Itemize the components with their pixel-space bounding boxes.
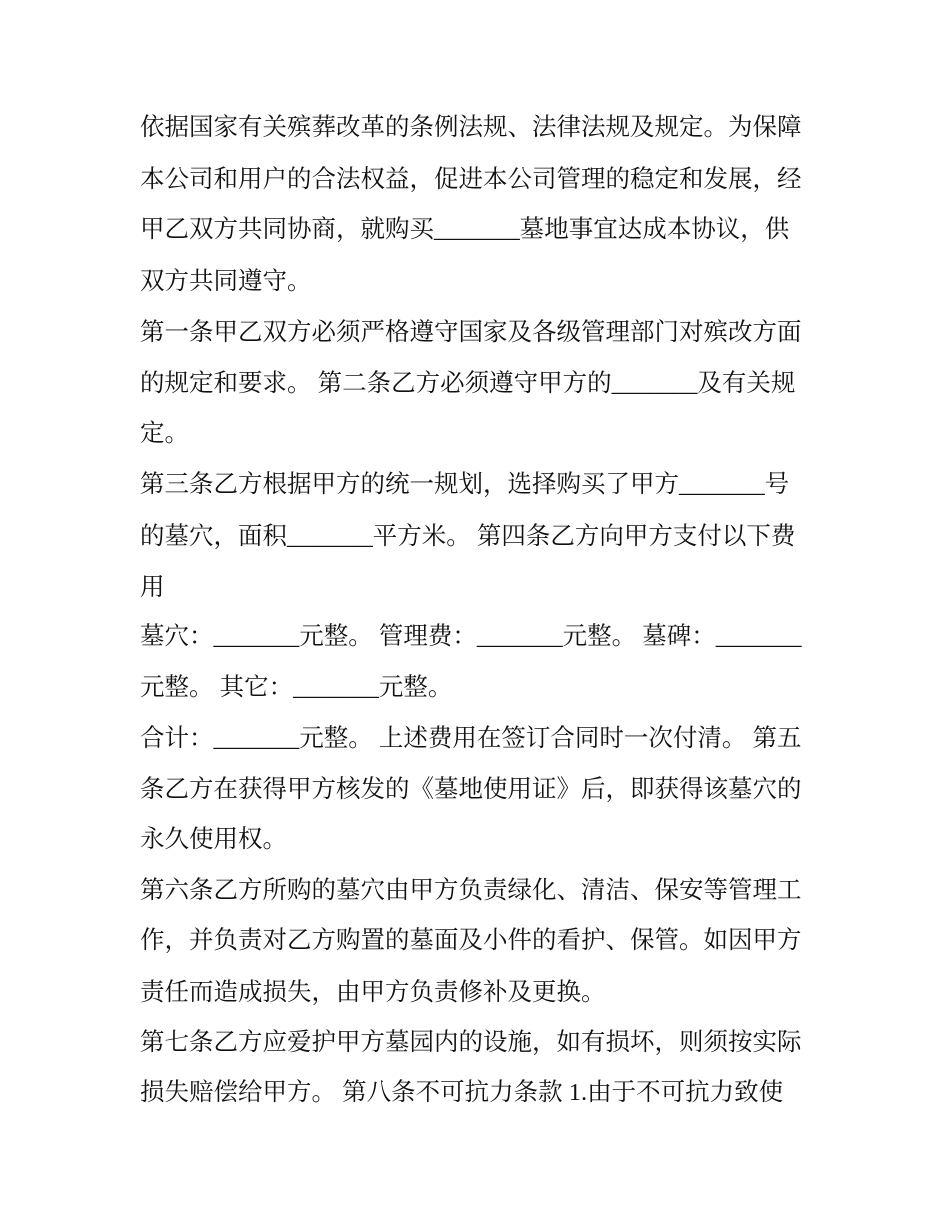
text-line: 依据国家有关殡葬改革的条例法规、法律法规及规定。为保障 <box>140 114 802 141</box>
text-line: 双方共同遵守。 <box>140 268 312 295</box>
text-line: 的墓穴，面积_______平方米。 第四条乙方向甲方支付以下费 <box>140 523 796 550</box>
text-line: 定。 <box>140 420 189 447</box>
text-line: 元整。 其它：_______元整。 <box>140 674 453 701</box>
text-line: 墓穴：_______元整。 管理费：_______元整。 墓碑：_______ <box>140 623 802 650</box>
text-line: 条乙方在获得甲方核发的《墓地使用证》后，即获得该墓穴的 <box>140 776 802 803</box>
text-line: 永久使用权。 <box>140 826 287 853</box>
text-line: 作，并负责对乙方购置的墓面及小件的看护、保管。如因甲方 <box>140 927 802 954</box>
text-line: 甲乙双方共同协商，就购买_______墓地事宜达成本协议，供 <box>140 216 790 243</box>
text-line: 第一条甲乙双方必须严格遵守国家及各级管理部门对殡改方面 <box>140 319 802 346</box>
text-line: 合计：_______元整。 上述费用在签订合同时一次付清。 第五 <box>140 725 802 752</box>
text-line: 第三条乙方根据甲方的统一规划，选择购买了甲方_______号 <box>140 471 790 498</box>
text-line: 本公司和用户的合法权益，促进本公司管理的稳定和发展，经 <box>140 166 802 193</box>
text-line: 第六条乙方所购的墓穴由甲方负责绿化、清洁、保安等管理工 <box>140 877 802 904</box>
text-line: 用 <box>140 574 165 601</box>
text-line: 的规定和要求。 第二条乙方必须遵守甲方的_______及有关规 <box>140 370 796 397</box>
text-line: 责任而造成损失，由甲方负责修补及更换。 <box>140 979 606 1006</box>
text-line: 损失赔偿给甲方。 第八条不可抗力条款 1.由于不可抗力致使 <box>140 1079 784 1106</box>
text-line: 第七条乙方应爱护甲方墓园内的设施，如有损坏，则须按实际 <box>140 1029 802 1056</box>
